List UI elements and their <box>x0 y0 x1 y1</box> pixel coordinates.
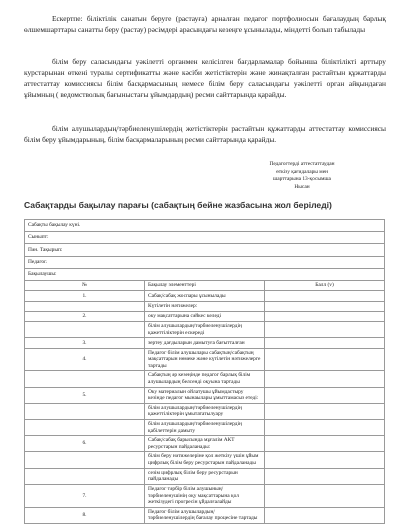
row-points-cell[interactable] <box>265 291 385 301</box>
row-num: 1. <box>25 291 145 301</box>
row-criterion: Педагог білім алушылары сабақтың/сабақтың мақсаттарын нөмеке және күтілетін нәтижелерге тартады <box>145 348 265 371</box>
row-points-cell[interactable] <box>265 468 385 484</box>
row-points-cell[interactable] <box>265 371 385 387</box>
row-num <box>25 371 145 387</box>
intro-paragraph-1: Ескертпе: біліктілік санатын беруге (растауға) арналған педагог портфолиосын бағалаудың барлық өлшемшарттары санатты беру (растау) рәсімдері арасындағы кезеңге ұсынылады, міндетті болып табылады <box>24 14 386 34</box>
row-points-cell[interactable] <box>265 322 385 338</box>
row-criterion: білім алушылардың/тәрбиеленушілердің қажеттіліктерін ұмытататылуару <box>145 403 265 419</box>
table-row <box>25 322 385 338</box>
appendix-note-line: Нысан <box>294 183 310 190</box>
row-num: 2. <box>25 311 145 321</box>
row-criterion: Педагог білім алушылардың/тәрбиеленушілердің бағалау процесіне тартады <box>145 507 265 523</box>
table-row <box>25 419 385 435</box>
header-points: Балл (v) <box>265 280 385 290</box>
table-row <box>25 348 385 371</box>
table-row <box>25 338 385 348</box>
row-criterion: Оку материалын ойлатушы ұйымдастыру кезінде педагог мынаылары ұмыттамасыз етеді: <box>145 387 265 403</box>
table-row <box>25 403 385 419</box>
row-criterion: Педагог тәрбір білім алушының/тәрбиеленушінің оқу мақсаттарына қол жеткізудегі прогресін ұйдалғалайды <box>145 485 265 508</box>
row-num <box>25 403 145 419</box>
header-num: № <box>25 280 145 290</box>
info-row: Сабақты бақылау күні. <box>25 220 385 232</box>
table-row <box>25 485 385 508</box>
table-row <box>25 301 385 311</box>
form-title: Сабақтарды бақылау парағы (сабақтың бейне жазбасына жол беріледі) <box>24 200 332 210</box>
row-criterion: білім алушылардың/тәрбиеленушілердің қажеттіліктерін ескереді <box>145 322 265 338</box>
row-criterion: Күтілетін нәтижелер: <box>145 301 265 311</box>
row-num: 5. <box>25 387 145 403</box>
row-criterion: Сабақтың әр кезеңінде педагог барлық білім алушылардың белсенді оқуына тартады <box>145 371 265 387</box>
info-row: Сыныпт: <box>25 232 385 244</box>
table-header-row <box>25 280 385 290</box>
appendix-note <box>232 161 372 191</box>
appendix-note-line: өткізу қағидалары мен <box>276 168 328 175</box>
table-row <box>25 291 385 301</box>
appendix-note-line: шарттарына 13-қосымша <box>273 176 331 183</box>
table-row <box>25 371 385 387</box>
row-points-cell[interactable] <box>265 338 385 348</box>
row-criterion: Сабақ/сабақ барысында мұғалім АКТ ресурстарын пайдаланады: <box>145 436 265 452</box>
row-points-cell[interactable] <box>265 452 385 469</box>
info-row: Пән. Тақырып: <box>25 244 385 256</box>
row-num: 4. <box>25 348 145 371</box>
row-criterion: Сабақ/сабақ жоспары ұсынылады <box>145 291 265 301</box>
row-criterion: сезім цифрлық білім беру ресурстарын пайдаланады <box>145 468 265 484</box>
row-num <box>25 301 145 311</box>
row-num <box>25 419 145 435</box>
intro-paragraph-2: білім беру саласындағы уәкілетті органмен келісілген бағдарламалар бойынша біліктілікті арттыру курстарынан өткені туралы сертификатты және кәсіби жетістіктерін және жинақталған растайтын құжаттарды аттестаттау комиссиясы білім басқармасының немесе білім беру саласындағы уәкілетті орган айқындаған ұйымның ( ведомстволық бағыныстағы ұйымдардың) ресми сайттарында қарайды. <box>24 57 386 99</box>
row-criterion: оку мақсаттарына сәйкес келеді <box>145 311 265 321</box>
info-row: Бақылаушы: <box>25 268 385 280</box>
row-num <box>25 468 145 484</box>
table-row <box>25 387 385 403</box>
table-row <box>25 452 385 469</box>
row-criterion: білім беру нәтижелеріне қол жеткізу үшін ұйым цифрлық білім беру ресурстарын пайдаланады <box>145 452 265 469</box>
row-points-cell[interactable] <box>265 348 385 371</box>
observation-table <box>24 219 385 524</box>
row-num: 3. <box>25 338 145 348</box>
row-num: 6. <box>25 436 145 452</box>
header-criteria: Бақылау элементтері <box>145 280 265 290</box>
appendix-note-line: Педагогтерді аттестаттаудан <box>269 161 335 167</box>
row-points-cell[interactable] <box>265 301 385 311</box>
table-row <box>25 468 385 484</box>
row-num <box>25 452 145 469</box>
row-num <box>25 322 145 338</box>
row-points-cell[interactable] <box>265 507 385 523</box>
row-points-cell[interactable] <box>265 419 385 435</box>
row-points-cell[interactable] <box>265 436 385 452</box>
row-points-cell[interactable] <box>265 403 385 419</box>
row-points-cell[interactable] <box>265 387 385 403</box>
row-points-cell[interactable] <box>265 311 385 321</box>
row-num: 8. <box>25 507 145 523</box>
table-row <box>25 507 385 523</box>
table-row <box>25 311 385 321</box>
row-criterion: зертеу дағдыларын дамытуға бағытталған <box>145 338 265 348</box>
table-row <box>25 436 385 452</box>
row-num: 7. <box>25 485 145 508</box>
row-points-cell[interactable] <box>265 485 385 508</box>
intro-paragraph-3: білім алушылардың/тәрбиеленушілердің жетістіктерін растайтын құжаттарды аттестаттау комиссиясы білім беру ұйымдарының, білім басқармаларының ресми сайттарында қарайды. <box>24 124 386 144</box>
row-criterion: білім алушылардың/тәрбиеленушілердің қабілеттерін дамыту <box>145 419 265 435</box>
info-row: Педагог. <box>25 256 385 268</box>
